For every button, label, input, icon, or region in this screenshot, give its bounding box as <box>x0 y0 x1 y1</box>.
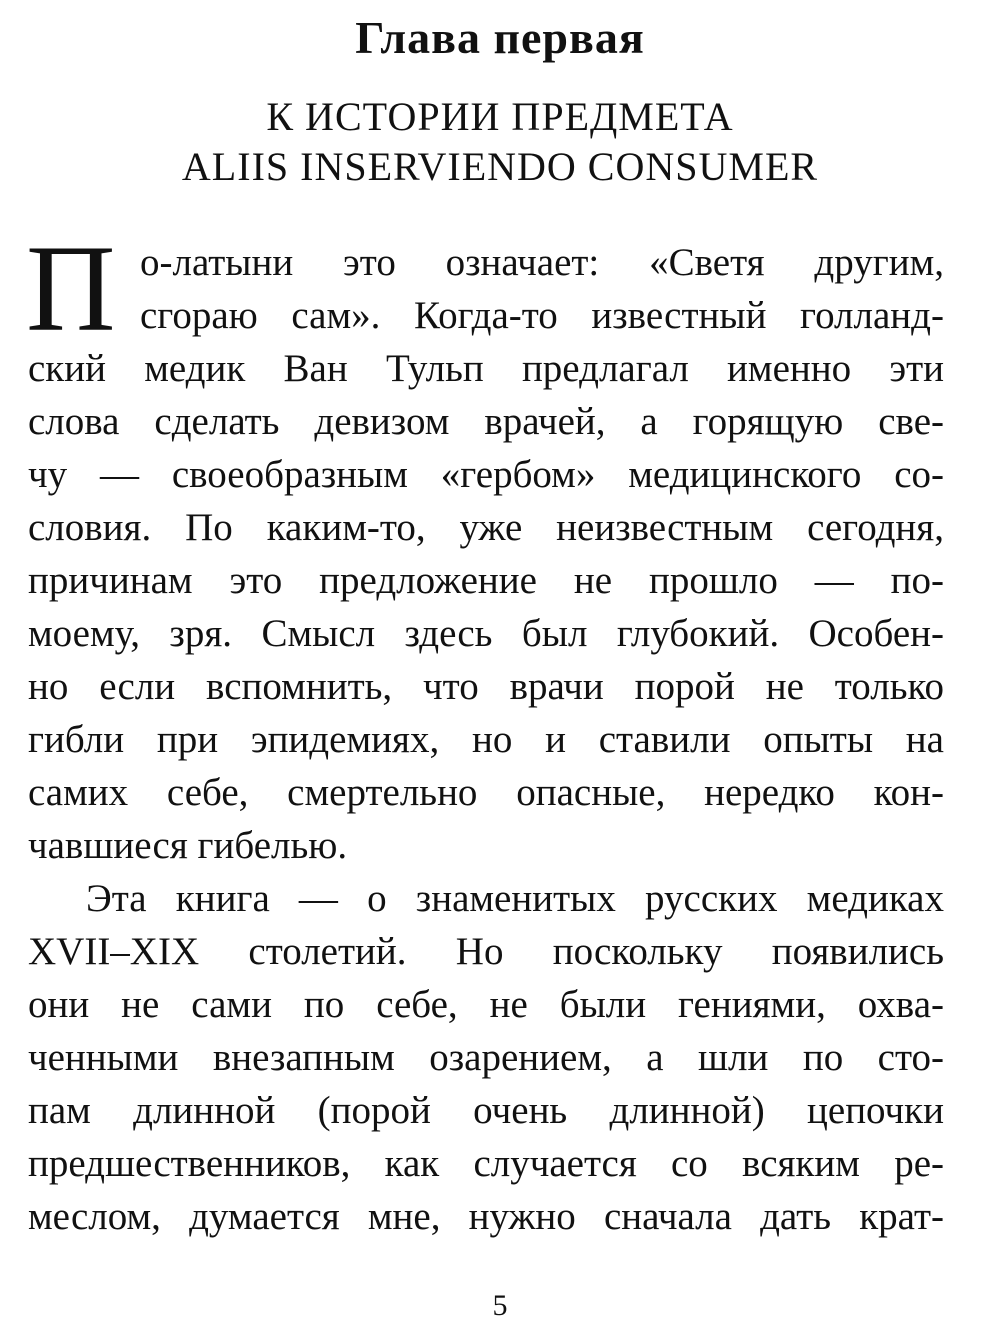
page-number: 5 <box>492 1289 508 1322</box>
text-line: меслом, думается мне, нужно сначала дать крат- <box>28 1195 944 1238</box>
chapter-heading: Глава первая <box>355 12 645 63</box>
text-line: чу — своеобразным «гербом» медицинского со- <box>28 453 944 496</box>
drop-cap-letter: П <box>26 220 116 357</box>
text-line: самих себе, смертельно опасные, нередко кон- <box>28 771 944 814</box>
text-line: предшественников, как случается со всяким ре- <box>28 1142 944 1185</box>
paragraph-1 <box>26 220 944 872</box>
text-line: моему, зря. Смысл здесь был глубокий. Особен- <box>28 612 944 655</box>
paragraph-2 <box>28 872 944 1243</box>
text-line: словия. По каким-то, уже неизвестным сегодня, <box>28 506 944 549</box>
section-title-line-1: К ИСТОРИИ ПРЕДМЕТА <box>266 94 734 139</box>
body-text <box>26 220 944 1243</box>
text-line: они не сами по себе, не были гениями, охва- <box>28 983 944 1026</box>
text-line: сгораю сам». Когда-то известный голланд- <box>140 294 944 337</box>
section-title-line-2: ALIIS INSERVIENDO CONSUMER <box>181 144 819 189</box>
text-line: пам длинной (порой очень длинной) цепочки <box>28 1089 944 1132</box>
text-line: гибли при эпидемиях, но и ставили опыты на <box>28 718 944 761</box>
text-line: ский медик Ван Тульп предлагал именно эти <box>28 347 944 390</box>
text-line: но если вспомнить, что врачи порой не только <box>28 665 944 708</box>
text-line: Эта книга — о знаменитых русских медиках <box>86 877 944 920</box>
text-line: ченными внезапным озарением, а шли по сто- <box>28 1036 944 1079</box>
text-line: причинам это предложение не прошло — по- <box>28 559 944 602</box>
section-title <box>0 92 1000 192</box>
text-line: XVII–XIX столетий. Но поскольку появились <box>28 930 944 973</box>
text-line: чавшиеся гибелью. <box>28 824 348 867</box>
text-line: слова сделать девизом врачей, а горящую све- <box>28 400 944 443</box>
text-line: о-латыни это означает: «Светя другим, <box>140 241 944 284</box>
